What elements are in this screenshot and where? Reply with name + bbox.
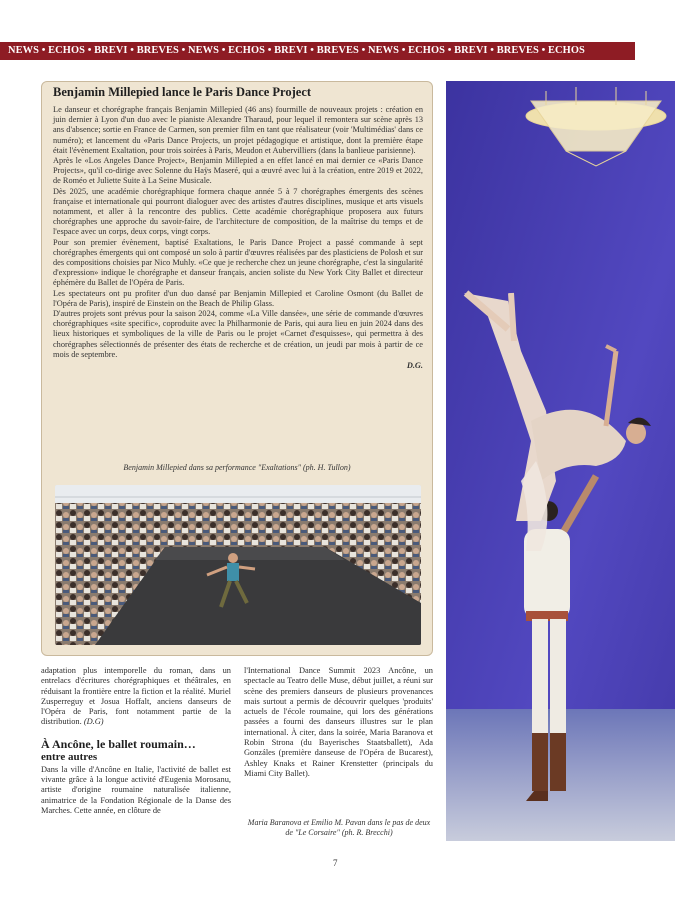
article-paragraph: Dès 2025, une académie chorégraphique formera chaque année 5 à 7 chorégraphes émergents des scènes française et internationale qui pourront dialoguer avec des artistes d'autres disciplines, musique et arts visuels notamment, et aller à la rencontre des publics. Cette académie chorégraphique proposera aux futurs chorégraphes une approche du savoir-faire, de l'architecture de composition, de la maîtrise du temps et de l'espace avec un corps, deux corps, vingt corps. — [53, 186, 423, 237]
article-body — [53, 105, 423, 371]
ballet-photo-caption: Maria Baranova et Emilio M. Pavan dans le pas de deux de "Le Corsaire" (ph. R. Brecchi) — [247, 818, 431, 837]
right-body: l'International Dance Summit 2023 Ancône, un spectacle au Teatro delle Muse, début juillet, a réuni sur scène des premiers danseurs de plusieurs provenances mais surtout a permis de découvrir quelques 'produits' actuels de l'école roumaine, qui lors des générations passées a fourni des danseurs illustres sur le plan international. À citer, dans la soirée, Maria Baranova et Robin Strona (du Bayerisches Staatsballett), Ada Gonzáles (première danseuse de l'Opéra de Bucarest), Ashley Knaks et Rainer Krenstetter (principals du Miami City Ballet). — [244, 666, 433, 778]
page-number: 7 — [333, 858, 338, 868]
right-column — [244, 666, 433, 779]
crowd-illustration — [55, 485, 421, 645]
article-title: Benjamin Millepied lance le Paris Dance Project — [53, 85, 312, 99]
article-box — [41, 81, 433, 656]
news-banner: NEWS • ECHOS • BREVI • BREVES • NEWS • ECHOS • BREVI • BREVES • NEWS • ECHOS • BREVI • BREVES • ECHOS — [0, 42, 635, 60]
left-intro: adaptation plus intemporelle du roman, dans un entrelacs d'écritures chorégraphiques et théâtrales, en réduisant la frontière entre la fiction et la réalité. Muriel Zusperreguy et Josua Hoffalt, anciens danseurs de l'Opéra de Paris, font notamment partie de la distribution. — [41, 666, 231, 727]
performance-photo — [55, 485, 421, 645]
article-paragraph: D'autres projets sont prévus pour la saison 2024, comme «La Ville dansée», une série de commande d'œuvres chorégraphiques «site specific», coproduite avec la Philharmonie de Paris, qui aura lieu en juin 2024 dans des lieux historiques et symboliques de la ville de Paris ou le projet «Carnet d'esquisses», qui permettra à des chorégraphes sélectionnés de présenter des états de recherche et de création, un jeudi par mois à partir de ce mois de septembre. — [53, 309, 423, 359]
ballet-illustration — [446, 81, 675, 841]
left-intro-signature: (D.G) — [83, 717, 104, 727]
ballet-photo — [446, 81, 675, 841]
left-body: Dans la ville d'Ancône en Italie, l'activité de ballet est vivante grâce à la longue activité d'Eugenia Morosanu, artiste d'origine roumaine naturalisée italienne, animatrice de la Fondation Régionale de la Danse des Marches. Cette année, en clôture de — [41, 764, 231, 815]
article-paragraph: Le danseur et chorégraphe français Benjamin Millepied (46 ans) fourmille de nouveaux projets : création en juin dernier à Lyon d'un duo avec le pianiste Alexandre Tharaud, pour lequel il remontera sur scène après 13 ans d'absence; sortie en France de Carmen, son premier film en tant que réalisateur (voir 'Multimédias' dans ce numéro); et lancement du «Paris Dance Projects, un projet pédagogique et artistique, dont la première étape était l'évènement Exaltation, pour trois soirées à Paris, Meudon et Aubervilliers (dans la banlieue parisienne). — [53, 105, 423, 155]
article-signature: D.G. — [406, 361, 423, 371]
article-paragraph: Après le «Los Angeles Dance Project», Benjamin Millepied a en effet lancé en mai dernier ce «Paris Dance Projects», qu'il co-dirige avec Solenne du Haÿs Maseré, qui a œuvré avec lui à la création, entre 2019 et 2022, de Roméo et Juliette Suite à La Seine Musicale. — [53, 156, 423, 186]
photo-caption: Benjamin Millepied dans sa performance "Exaltations" (ph. H. Tullon) — [123, 463, 351, 472]
section-subheading: entre autres — [41, 750, 98, 763]
article-paragraph: Pour son premier évènement, baptisé Exaltations, le Paris Dance Project a passé commande à sept chorégraphes émergents qui ont composé un solo à partir d'œuvres réalisées par des plasticiens de Polosh et sur des compositions choisies par Nico Muhly. «Ce que je recherche chez un jeune chorégraphe, c'est la singularité d'expression» indique le chorégraphe et danseur français, ancien soliste du New York City Ballet et directeur éphémère du Ballet de l'Opéra de Paris. — [53, 237, 423, 288]
article-paragraph: Les spectateurs ont pu profiter d'un duo dansé par Benjamin Millepied et Caroline Osmont (du Ballet de l'Opéra de Paris), inspiré de Einstein on the Beach de Philip Glass. — [53, 288, 423, 308]
section-heading: À Ancône, le ballet roumain… — [41, 736, 196, 751]
left-column — [41, 666, 231, 816]
